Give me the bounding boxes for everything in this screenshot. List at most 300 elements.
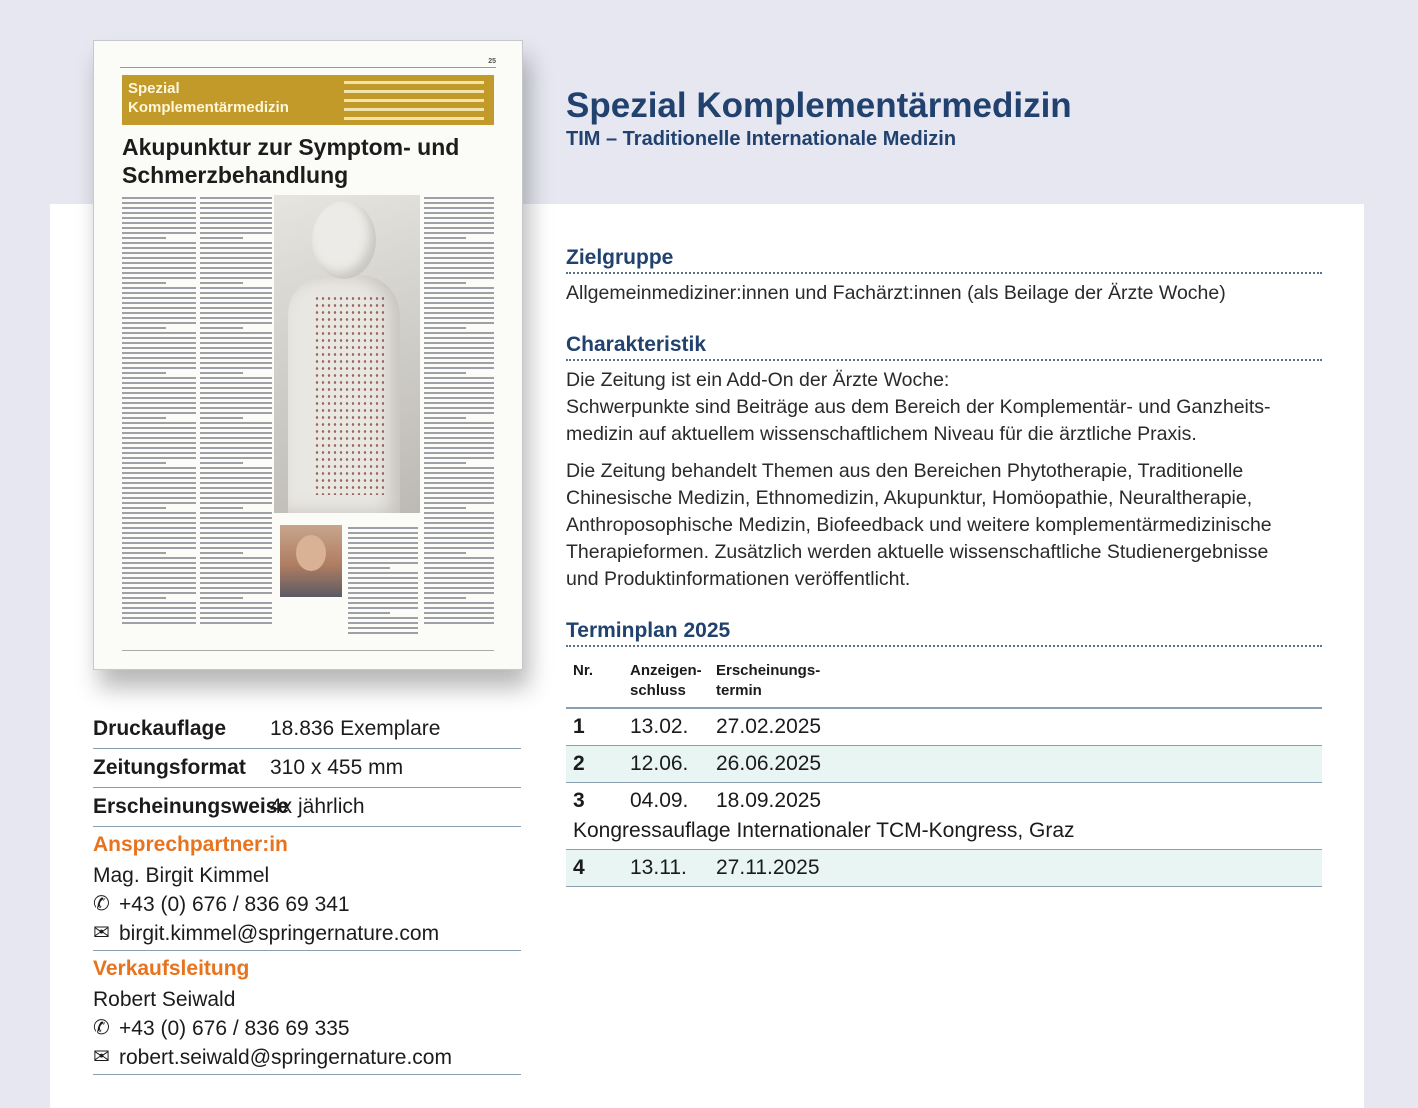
fact-row (93, 749, 521, 788)
cover-text-line (200, 622, 272, 624)
cover-text-line (122, 497, 196, 499)
cover-text-line (200, 437, 272, 439)
cover-text-line (200, 557, 272, 559)
cover-text-line (424, 402, 494, 404)
cover-text-line (424, 607, 494, 609)
cell-nr: 3 (573, 789, 585, 812)
cover-text-line (122, 517, 196, 519)
cell-anzeigenschluss: 13.11. (630, 856, 687, 879)
table-row (566, 746, 1322, 783)
cover-text-line (424, 212, 494, 214)
cover-text-line (200, 532, 272, 534)
cover-text-line (122, 592, 196, 594)
cover-page-number: 25 (488, 58, 496, 65)
cover-text-line (122, 357, 196, 359)
cover-text-line (122, 422, 196, 424)
cover-text-line (122, 512, 196, 514)
phone-icon: ✆ (93, 893, 110, 915)
cover-text-line (424, 362, 494, 364)
contact-phone-number[interactable]: +43 (0) 676 / 836 69 341 (119, 893, 350, 916)
cover-text-line (424, 477, 494, 479)
cover-text-line (122, 317, 196, 319)
cover-text-line (122, 327, 166, 329)
cover-text-line (200, 472, 272, 474)
cover-text-line (424, 292, 494, 294)
cover-text-line (200, 597, 243, 599)
cover-text-line (424, 472, 494, 474)
cover-text-line (200, 267, 272, 269)
cover-text-line (200, 602, 272, 604)
text-line: und Produktinformationen veröffentlicht. (566, 568, 911, 590)
contact-email-address[interactable]: robert.seiwald@springernature.com (119, 1046, 452, 1069)
phone-icon: ✆ (93, 1017, 110, 1039)
cover-text-line (348, 562, 418, 564)
cover-text-line (200, 312, 272, 314)
cover-text-line (424, 492, 494, 494)
cover-text-line (122, 577, 196, 579)
cover-text-line (200, 452, 272, 454)
cover-column (200, 197, 272, 627)
cell-erscheinungstermin: 27.02.2025 (716, 715, 822, 738)
cover-text-line (200, 617, 272, 619)
cover-text-line (424, 222, 494, 224)
cover-text-line (424, 432, 494, 434)
header-anzeigenschluss: Anzeigen- schluss (630, 662, 702, 699)
cover-text-line (200, 317, 272, 319)
cover-text-line (200, 517, 272, 519)
cover-text-line (122, 482, 196, 484)
cover-headline: Akupunktur zur Symptom- und Schmerzbehandlung (122, 134, 460, 188)
cover-text-line (200, 342, 272, 344)
cover-text-line (122, 587, 196, 589)
cover-text-line (122, 212, 196, 214)
cover-text-line (348, 572, 418, 574)
cover-text-line (122, 382, 196, 384)
cover-text-line (122, 277, 196, 279)
cover-text-line (200, 222, 272, 224)
cover-text-line (424, 507, 466, 509)
cover-text-line (122, 257, 196, 259)
contact-title: Verkaufsleitung (93, 957, 250, 980)
cover-text-line (122, 602, 196, 604)
cover-text-line (424, 512, 494, 514)
cover-text-line (424, 612, 494, 614)
cover-text-line (122, 437, 196, 439)
cover-text-line (200, 577, 272, 579)
cover-text-line (424, 277, 494, 279)
cover-text-line (122, 417, 166, 419)
cover-text-line (122, 302, 196, 304)
cover-text-line (424, 452, 494, 454)
cover-text-line (122, 252, 196, 254)
cover-text-line (122, 292, 196, 294)
cover-text-line (200, 332, 272, 334)
cover-text-line (122, 337, 196, 339)
cover-text-line (200, 362, 272, 364)
cover-text-line (122, 412, 196, 414)
cover-text-line (200, 462, 243, 464)
cover-text-line (122, 557, 196, 559)
section-title-terminplan: Terminplan 2025 (566, 617, 1322, 647)
cover-text-line (200, 447, 272, 449)
table-row (566, 783, 1322, 850)
text-line: medizin auf aktuellem wissenschaftlichem Niveau für die ärztliche Praxis. (566, 423, 1197, 445)
cover-text-line (348, 627, 418, 629)
cover-text-line (348, 607, 418, 609)
cover-text-line (424, 197, 494, 199)
cover-text-line (200, 442, 272, 444)
facts-block (93, 710, 521, 1075)
cover-text-line (122, 542, 196, 544)
cover-text-line (122, 322, 196, 324)
cover-text-line (348, 602, 418, 604)
cover-text-line (122, 367, 196, 369)
cover-text-line (348, 557, 418, 559)
cover-text-line (348, 547, 418, 549)
cover-text-line (424, 237, 466, 239)
cover-text-line (200, 432, 272, 434)
text-line: Anthroposophische Medizin, Biofeedback und weitere komplementärmedizinische (566, 514, 1272, 536)
cover-text-line (200, 387, 272, 389)
fact-row (93, 710, 521, 749)
cover-text-line (424, 407, 494, 409)
section-title-charakteristik: Charakteristik (566, 331, 1322, 361)
cover-text-line (200, 567, 272, 569)
cover-text-line (122, 567, 196, 569)
header-erscheinungstermin: Erscheinungs- termin (716, 662, 821, 699)
schedule-table (566, 655, 1322, 887)
cover-text-line (200, 347, 272, 349)
cover-text-line (200, 382, 272, 384)
cover-text-line (122, 227, 196, 229)
cover-text-line (424, 367, 494, 369)
cover-text-line (122, 207, 196, 209)
cover-text-line (122, 222, 196, 224)
cover-text-line (424, 412, 494, 414)
cover-text-line (424, 392, 494, 394)
cover-text-line (424, 552, 466, 554)
cover-text-line (424, 522, 494, 524)
cover-text-line (200, 497, 272, 499)
cover-text-line (122, 607, 196, 609)
author-portrait-photo (280, 525, 342, 597)
cover-text-line (200, 237, 243, 239)
cover-text-line (424, 217, 494, 219)
cover-text-line (122, 532, 196, 534)
cover-text-line (122, 452, 196, 454)
cover-text-line (200, 302, 272, 304)
cover-text-line (122, 547, 196, 549)
cover-text-line (424, 387, 494, 389)
charakteristik-text (566, 367, 1322, 593)
cover-text-line (122, 397, 196, 399)
cover-text-line (200, 482, 272, 484)
cover-text-line (424, 542, 494, 544)
cover-text-line (200, 397, 272, 399)
cover-text-line (122, 582, 196, 584)
cover-text-line (122, 202, 196, 204)
cover-text-line (424, 617, 494, 619)
cover-text-line (122, 232, 196, 234)
cover-text-line (200, 582, 272, 584)
cover-text-line (200, 372, 243, 374)
cover-text-line (424, 427, 494, 429)
cover-text-line (200, 247, 272, 249)
text-line: Chinesische Medizin, Ethnomedizin, Akupunktur, Homöopathie, Neuraltherapie, (566, 487, 1253, 509)
contact-phone[interactable] (93, 890, 521, 919)
cover-text-line (348, 632, 418, 634)
contact-block-verkaufsleitung (93, 957, 521, 1075)
cover-text-line (200, 277, 272, 279)
fact-row (93, 788, 521, 827)
cover-text-line (424, 282, 466, 284)
cover-text-line (200, 612, 272, 614)
text-line: Die Zeitung ist ein Add-On der Ärzte Woche: (566, 369, 950, 391)
cover-text-line (348, 532, 418, 534)
cover-text-line (424, 332, 494, 334)
cover-text-line (122, 507, 166, 509)
cover-text-line (200, 262, 272, 264)
cover-text-line (424, 517, 494, 519)
cover-text-line (200, 587, 272, 589)
fact-value: 310 x 455 mm (270, 756, 404, 779)
cover-text-line (348, 622, 418, 624)
cover-text-line (122, 197, 196, 199)
cell-note: Kongressauflage Internationaler TCM-Kongress, Graz (573, 819, 1075, 842)
cover-text-line (200, 402, 272, 404)
cover-text-line (424, 327, 466, 329)
cover-text-line (424, 242, 494, 244)
cover-text-line (122, 267, 196, 269)
cover-text-line (424, 347, 494, 349)
fact-value: 4x jährlich (270, 795, 365, 818)
cover-text-line (348, 537, 418, 539)
cover-text-line (122, 447, 196, 449)
cover-text-line (424, 207, 494, 209)
cover-text-line (424, 532, 494, 534)
cover-text-line (122, 332, 196, 334)
cell-anzeigenschluss: 12.06. (630, 752, 689, 775)
contact-email-address[interactable]: birgit.kimmel@springernature.com (119, 922, 440, 945)
contact-email[interactable] (93, 1043, 521, 1072)
cover-text-line (122, 537, 196, 539)
cover-text-line (200, 427, 272, 429)
cover-text-line (122, 352, 196, 354)
cover-text-line (122, 432, 196, 434)
cover-text-line (122, 402, 196, 404)
cover-text-line (424, 567, 494, 569)
cover-text-line (200, 292, 272, 294)
schedule-header-row (566, 655, 1322, 709)
cover-text-line (122, 342, 196, 344)
cover-text-line (122, 347, 196, 349)
cover-text-line (424, 592, 494, 594)
cover-text-line (424, 252, 494, 254)
cover-column (348, 527, 418, 637)
cover-text-line (200, 467, 272, 469)
cover-text-line (200, 512, 272, 514)
contact-email[interactable] (93, 919, 521, 948)
cover-text-line (200, 287, 272, 289)
cover-text-line (348, 612, 390, 614)
cell-anzeigenschluss: 04.09. (630, 789, 689, 812)
contact-title: Ansprechpartner:in (93, 833, 288, 856)
cover-text-line (200, 352, 272, 354)
cover-text-line (122, 427, 196, 429)
cover-text-line (424, 502, 494, 504)
cover-text-line (200, 327, 243, 329)
cover-column (424, 197, 494, 627)
cover-text-line (200, 207, 272, 209)
cover-text-line (122, 502, 196, 504)
cover-text-line (200, 457, 272, 459)
cover-text-line (348, 582, 418, 584)
cover-text-line (122, 377, 196, 379)
cover-text-line (424, 262, 494, 264)
cover-text-line (200, 232, 272, 234)
cover-text-line (348, 577, 418, 579)
contact-block-ansprechpartner (93, 833, 521, 951)
cover-text-line (122, 272, 196, 274)
zielgruppe-text: Allgemeinmediziner:innen und Fachärzt:innen (als Beilage der Ärzte Woche) (566, 282, 1226, 304)
cover-text-line (122, 527, 196, 529)
cover-text-line (424, 227, 494, 229)
details-column (566, 244, 1322, 887)
text-line: Die Zeitung behandelt Themen aus den Bereichen Phytotherapie, Traditionelle (566, 460, 1244, 482)
cover-text-line (122, 522, 196, 524)
cover-text-line (424, 447, 494, 449)
cover-text-line (424, 257, 494, 259)
cover-text-line (424, 337, 494, 339)
fact-label: Druckauflage (93, 717, 227, 740)
cover-text-line (200, 252, 272, 254)
cover-text-line (424, 307, 494, 309)
cover-text-line (200, 322, 272, 324)
cover-text-line (424, 497, 494, 499)
cover-text-line (424, 372, 466, 374)
cover-text-line (200, 212, 272, 214)
cover-text-line (424, 322, 494, 324)
cover-text-line (122, 307, 196, 309)
cover-text-line (122, 312, 196, 314)
cover-text-line (424, 397, 494, 399)
cover-text-line (122, 467, 196, 469)
cell-erscheinungstermin: 18.09.2025 (716, 789, 822, 812)
cover-text-line (200, 357, 272, 359)
cover-text-line (122, 457, 196, 459)
cell-nr: 2 (573, 752, 585, 775)
cover-text-line (122, 217, 196, 219)
cover-text-line (424, 527, 494, 529)
section-title-zielgruppe: Zielgruppe (566, 244, 1322, 274)
cover-text-line (122, 237, 166, 239)
table-row (566, 709, 1322, 746)
cover-text-line (122, 562, 196, 564)
cover-text-line (200, 552, 243, 554)
cover-text-line (424, 352, 494, 354)
cover-text-line (122, 572, 196, 574)
cover-column (122, 197, 196, 627)
cover-text-line (122, 622, 196, 624)
cover-text-line (200, 227, 272, 229)
cover-text-line (122, 472, 196, 474)
header-nr: Nr. (573, 662, 594, 679)
cover-top-rule (120, 58, 496, 68)
cover-text-line (424, 602, 494, 604)
page-subtitle: TIM – Traditionelle Internationale Medizin (566, 128, 957, 150)
cover-text-line (424, 537, 494, 539)
cover-text-line (200, 407, 272, 409)
cover-text-line (200, 297, 272, 299)
cover-text-line (200, 537, 272, 539)
cover-footer-rule (122, 650, 494, 651)
cover-text-line (424, 317, 494, 319)
cover-text-line (200, 572, 272, 574)
cell-nr: 1 (573, 715, 585, 738)
cover-text-line (424, 377, 494, 379)
cover-text-line (348, 527, 418, 529)
cover-text-line (200, 272, 272, 274)
cover-text-line (200, 492, 272, 494)
cover-text-line (424, 302, 494, 304)
cover-text-line (424, 482, 494, 484)
cover-text-line (200, 412, 272, 414)
cover-text-line (424, 557, 494, 559)
cover-text-line (424, 462, 466, 464)
cover-text-line (424, 342, 494, 344)
cover-text-line (200, 337, 272, 339)
cover-text-line (424, 232, 494, 234)
cover-text-line (200, 422, 272, 424)
envelope-icon: ✉ (93, 922, 110, 944)
cover-text-line (200, 487, 272, 489)
cover-text-line (424, 247, 494, 249)
cover-text-line (200, 257, 272, 259)
cover-text-line (200, 202, 272, 204)
cover-text-line (424, 577, 494, 579)
cell-erscheinungstermin: 27.11.2025 (716, 856, 820, 879)
cover-text-line (348, 542, 418, 544)
cover-text-line (424, 202, 494, 204)
fact-value: 18.836 Exemplare (270, 717, 441, 740)
contact-phone-number[interactable]: +43 (0) 676 / 836 69 335 (119, 1017, 350, 1040)
cover-text-line (424, 582, 494, 584)
envelope-icon: ✉ (93, 1046, 110, 1068)
cover-text-line (424, 272, 494, 274)
contact-phone[interactable] (93, 1014, 521, 1043)
cover-text-line (122, 282, 166, 284)
cover-text-line (424, 442, 494, 444)
cover-text-line (122, 297, 196, 299)
cover-title-band (122, 75, 494, 125)
cover-text-line (424, 587, 494, 589)
cover-text-line (122, 287, 196, 289)
cover-text-line (424, 547, 494, 549)
cover-text-line (122, 242, 196, 244)
cover-text-line (200, 607, 272, 609)
cover-text-line (424, 437, 494, 439)
fact-label: Zeitungsformat (93, 756, 246, 779)
page-title: Spezial Komplementärmedizin (566, 86, 1072, 125)
cover-text-line (424, 382, 494, 384)
cover-text-line (122, 442, 196, 444)
contact-name: Robert Seiwald (93, 988, 236, 1011)
cover-text-line (424, 422, 494, 424)
cover-text-line (122, 247, 196, 249)
cover-text-line (424, 457, 494, 459)
fact-label: Erscheinungsweise (93, 795, 290, 818)
cover-text-line (424, 467, 494, 469)
